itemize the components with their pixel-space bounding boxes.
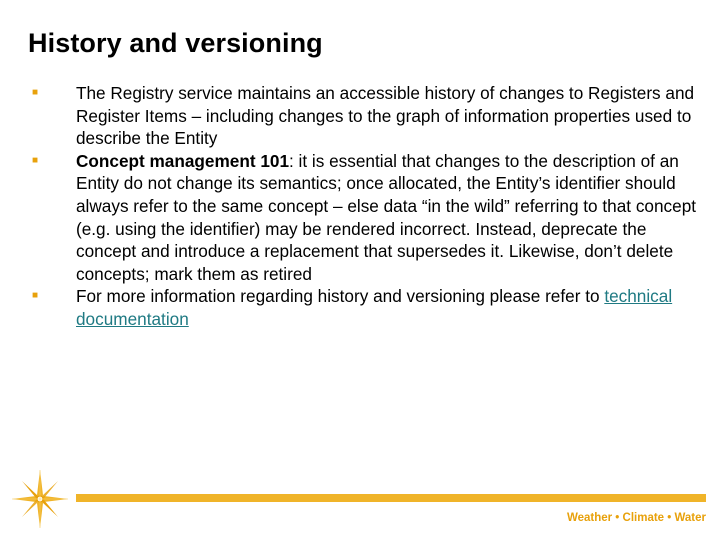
footer-tagline: Weather • Climate • Water <box>566 512 706 524</box>
bullet-body: : it is essential that changes to the description of an Entity do not change its semantics; once allocated, the Entity’s identifier should always refer to the same concept – else data “in the wild” referring to that concept (e.g. using the identifier) may be rendered incorrect. Instead, deprecate the concept and introduce a replacement that supersedes it. Likewise, don’t delete concepts; mark them as retired <box>76 150 697 284</box>
bullet-list <box>30 82 702 331</box>
bullet-item-history <box>30 82 702 150</box>
bullet-text <box>76 150 702 286</box>
bullet-text: The Registry service maintains an accessible history of changes to Registers and Register Items – including changes to the graph of information properties used to describe the Entity <box>76 83 695 149</box>
bullet-marker: ■ <box>32 290 39 302</box>
bullet-item-more-info <box>30 285 702 330</box>
bullet-bold-prefix: Concept management 101 <box>76 150 289 171</box>
bullet-body: For more information regarding history and versioning please refer to <box>76 286 605 307</box>
technical-documentation-link[interactable]: technical documentation <box>76 286 673 329</box>
bullet-item-concept-management <box>30 150 702 286</box>
slide-title: History and versioning <box>28 28 323 58</box>
bullet-text <box>76 285 702 330</box>
footer-bar <box>76 494 706 502</box>
compass-star-icon <box>8 468 72 530</box>
bullet-marker: ■ <box>32 87 39 98</box>
bullet-marker: ■ <box>32 154 39 166</box>
